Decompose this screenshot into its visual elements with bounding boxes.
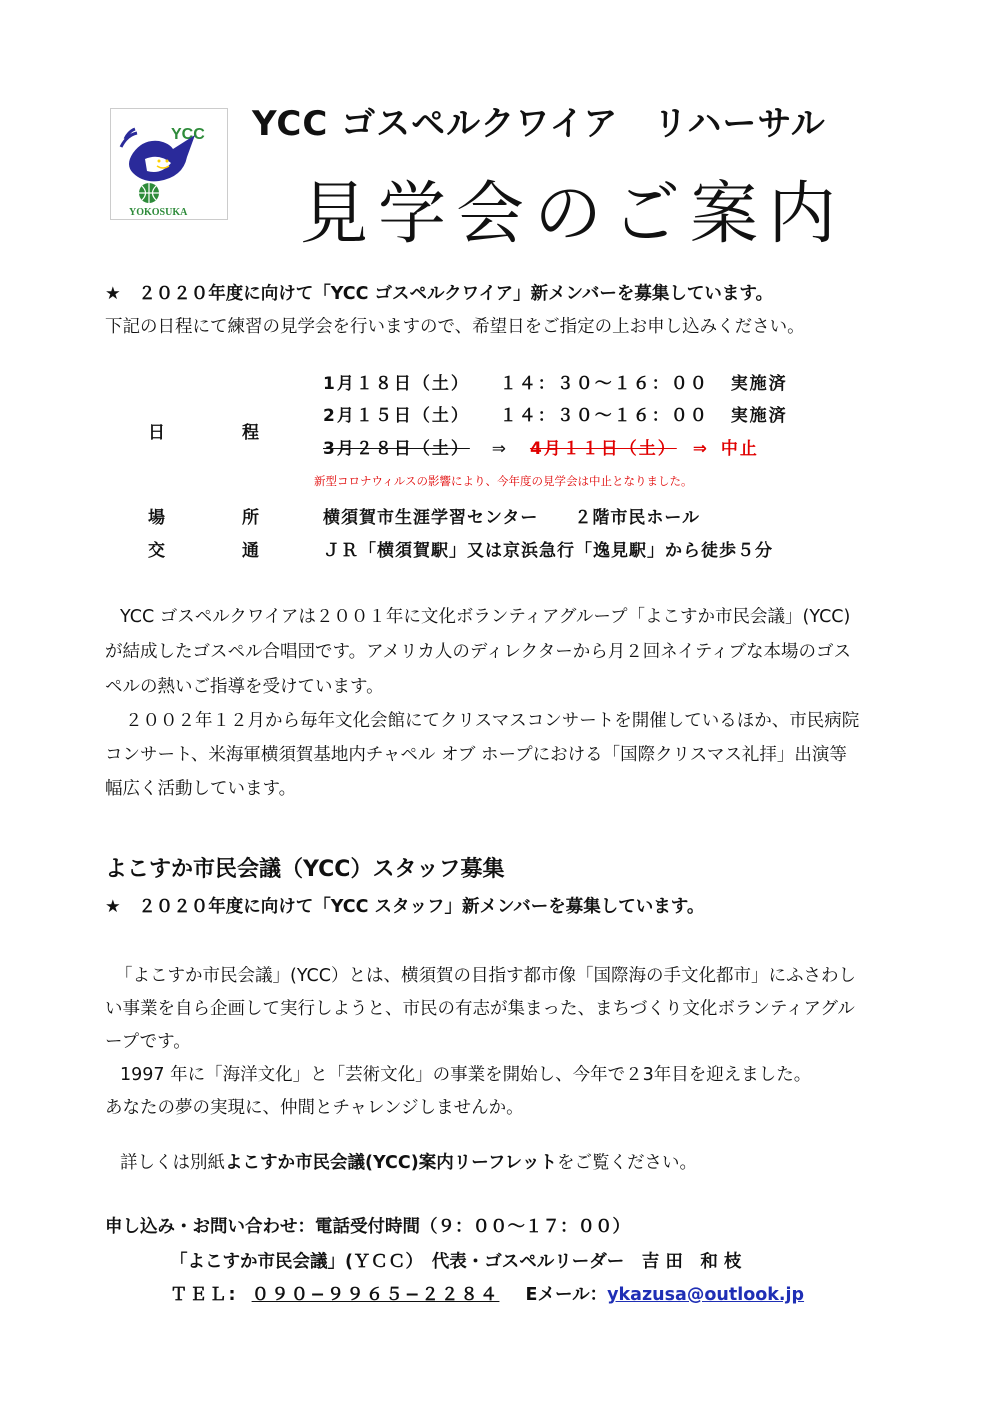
page-title: 見学会のご案内 xyxy=(300,175,847,254)
staff-line: 「よこすか市民会議」(YCC）とは、横須賀の目指す都市像「国際海の手文化都市」にふさわし xyxy=(115,966,856,986)
schedule-date: 2月１５日（土） xyxy=(323,406,470,426)
schedule-status: 実施済 xyxy=(730,406,788,426)
place-value: 横須賀市生涯学習センター ２階市民ホール xyxy=(323,508,700,528)
email-label: Eメール： xyxy=(525,1285,608,1305)
staff-recruit-line: ★ ２０２０年度に向けて「YCC スタッフ」新メンバーを募集しています。 xyxy=(105,897,705,917)
arrow-icon: ⇒ xyxy=(692,439,709,459)
details-suffix: をご覧ください。 xyxy=(556,1153,697,1173)
logo-bottom-text: YOKOSUKA xyxy=(129,207,188,218)
staff-line: あなたの夢の実現に、仲間とチャレンジしませんか。 xyxy=(105,1098,524,1118)
details-line xyxy=(120,1149,697,1174)
schedule-date: 1月１８日（土） xyxy=(323,374,470,394)
about-line: ペルの熱いご指導を受けています。 xyxy=(105,677,384,697)
contact-org-line: 「よこすか市民会議」(ＹＣＣ） 代表・ゴスペルリーダー 吉 田 和 枝 xyxy=(170,1252,742,1272)
about-line: が結成したゴスペル合唱団です。アメリカ人のディレクターから月２回ネイティブな本場のゴス xyxy=(105,642,852,662)
choir-recruit-line: ★ ２０２０年度に向けて「YCC ゴスペルクワイア」新メンバーを募集しています。 xyxy=(105,284,773,304)
arrow-icon: ⇒ xyxy=(491,439,509,459)
contact-heading: 申し込み・お問い合わせ：電話受付時間（９：００〜１７：００） xyxy=(105,1217,630,1237)
staff-line: 1997 年に「海洋文化」と「芸術文化」の事業を開始し、今年で２3年目を迎えました。 xyxy=(120,1065,812,1085)
tel-label: ＴＥＬ: xyxy=(170,1285,238,1305)
schedule-row-cancelled xyxy=(323,434,759,459)
access-value: ＪＲ「横須賀駅」又は京浜急行「逸見駅」から徒歩５分 xyxy=(323,541,773,561)
details-prefix: 詳しくは別紙 xyxy=(120,1153,225,1173)
about-line: コンサート、米海軍横須賀基地内チャペル オブ ホープにおける「国際クリスマス礼拝」出演等 xyxy=(105,745,847,765)
access-label: 交 通 xyxy=(148,541,289,561)
cancellation-note: 新型コロナウィルスの影響により、今年度の見学会は中止となりました。 xyxy=(314,474,693,488)
schedule-row xyxy=(323,369,788,394)
email-link[interactable]: ykazusa@outlook.jp xyxy=(607,1285,805,1305)
schedule-time: １４：３０〜１６：００ xyxy=(499,374,709,394)
cancelled-new-date: 4月１１日（土） xyxy=(529,439,677,459)
contact-line xyxy=(170,1281,804,1306)
about-line: ２００２年１２月から毎年文化会館にてクリスマスコンサートを開催しているほか、市民病院 xyxy=(125,711,860,731)
dove-globe-logo-icon xyxy=(111,109,227,219)
leaflet-name: よこすか市民会議(YCC)案内リーフレット xyxy=(225,1153,557,1173)
staff-line: ープです。 xyxy=(105,1032,191,1052)
schedule-label: 日 程 xyxy=(148,423,289,443)
ycc-logo xyxy=(110,108,228,220)
schedule-time: １４：３０〜１６：００ xyxy=(499,406,709,426)
schedule-status: 実施済 xyxy=(730,374,788,394)
title-line1: YCC ゴスペルクワイア リハーサル xyxy=(252,104,826,144)
about-line: 幅広く活動しています。 xyxy=(105,779,297,799)
about-line: YCC ゴスペルクワイアは２００１年に文化ボランティアグループ「よこすか市民会議」(YCC) xyxy=(120,607,851,627)
tel-number[interactable]: ０９０−９９６５−２２８４ xyxy=(251,1285,500,1305)
staff-line: い事業を自ら企画して実行しようと、市民の有志が集まった、まちづくり文化ボランティアグル xyxy=(105,999,855,1019)
staff-heading: よこすか市民会議（YCC）スタッフ募集 xyxy=(105,857,505,882)
cancelled-old-date: 3月２８日（土） xyxy=(323,439,470,459)
schedule-row xyxy=(323,401,788,426)
instruction-text: 下記の日程にて練習の見学会を行いますので、希望日をご指定の上お申し込みください。 xyxy=(105,317,805,337)
place-label: 場 所 xyxy=(148,508,289,528)
cancelled-status: 中止 xyxy=(720,439,759,459)
logo-top-text: YCC xyxy=(171,126,205,143)
